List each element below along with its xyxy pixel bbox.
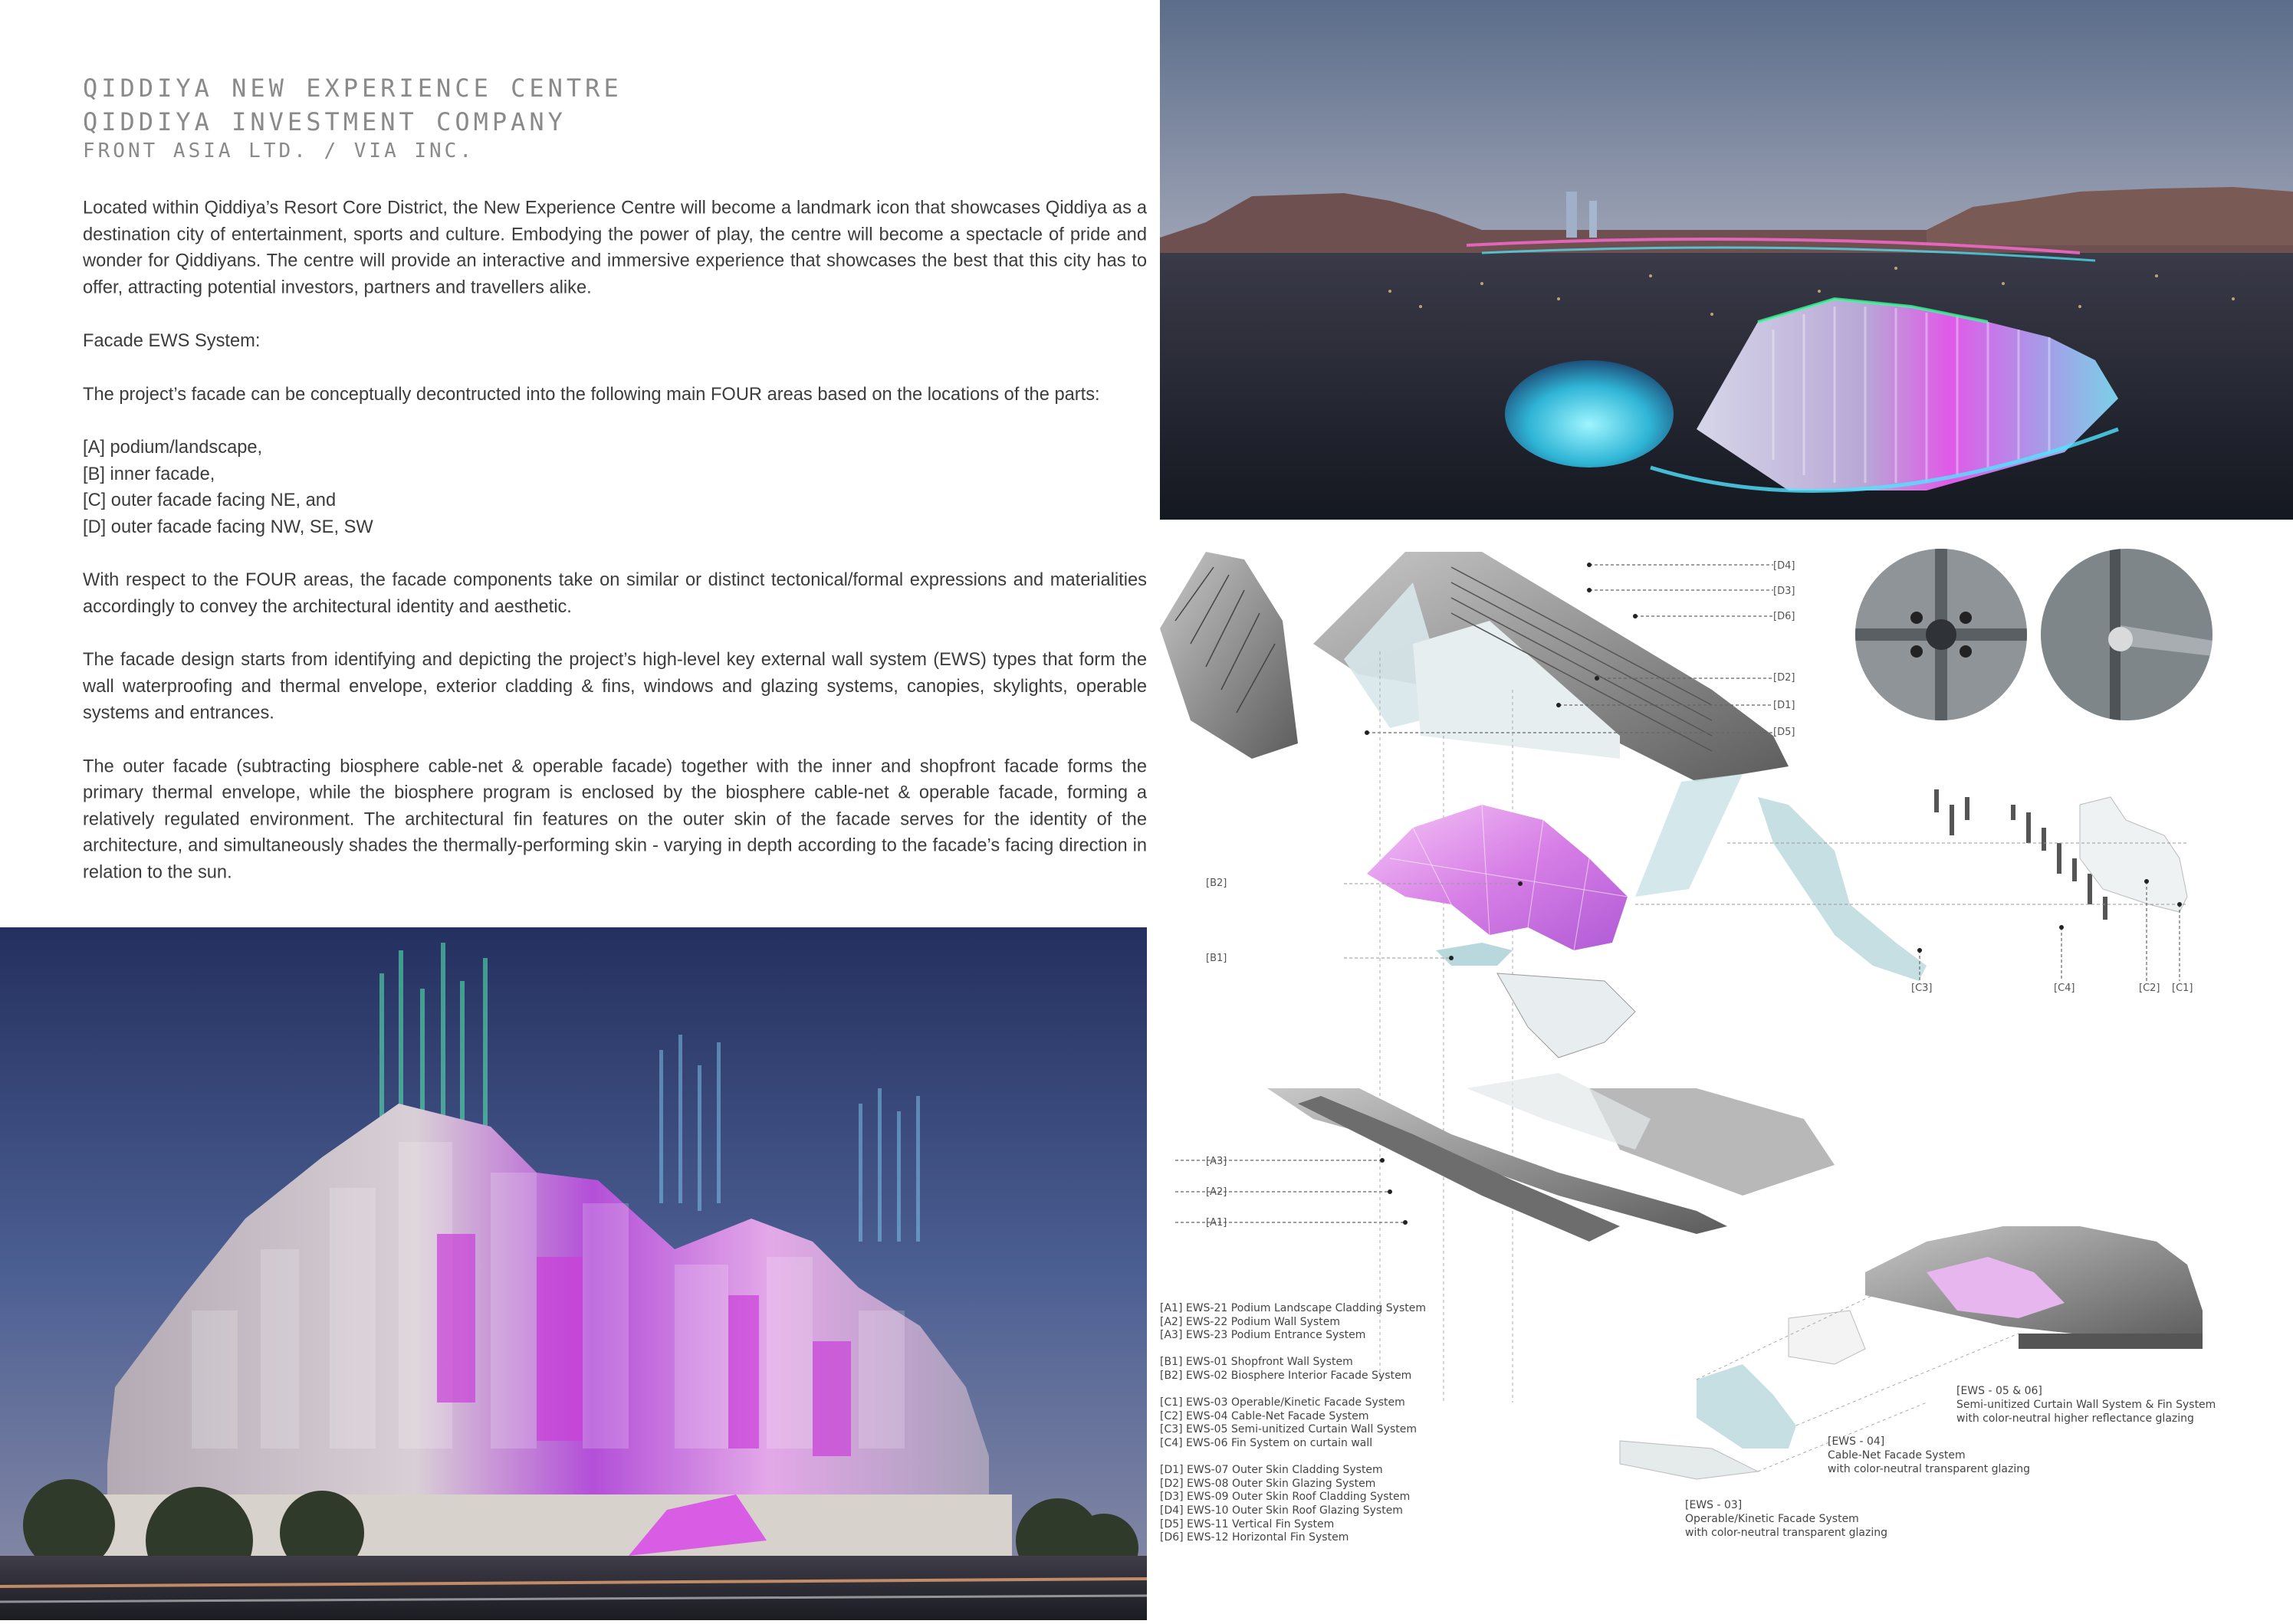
callout-ews-03 — [1685, 1498, 1887, 1540]
label-d6: [D6] — [1773, 611, 1795, 622]
spider-fitting-detail-image — [1855, 549, 2027, 720]
outer-skin-roof-block — [1313, 552, 1789, 782]
label-a2: [A2] — [1206, 1186, 1227, 1198]
callout-ews-04-line1: Cable-Net Facade System — [1828, 1449, 1966, 1462]
legend-b2: [B2] EWS-02 Biosphere Interior Facade System — [1160, 1369, 1412, 1382]
area-c: [C] outer facade facing NE, and — [83, 490, 337, 510]
legend-d2: [D2] EWS-08 Outer Skin Glazing System — [1160, 1477, 1376, 1490]
four-areas-paragraph: With respect to the FOUR areas, the facade components take on similar or distinct tectonical/formal expressions and materialities accordingly to convey the architectural identity and aesthetic. — [83, 569, 1147, 617]
legend-d1: [D1] EWS-07 Outer Skin Cladding System — [1160, 1464, 1383, 1477]
intro-paragraph: Located within Qiddiya’s Resort Core District, the New Experience Centre will become a landmark icon that showcases Qiddiya as a destination city of entertainment, sports and culture. Embodying the power of play, the centre will become a spectacle of pride and wonder for Qiddiyans. The centre will provide an interactive and immersive experience that showcases the best that this city has to offer, attracting potential investors, partners and travellers alike. — [83, 197, 1147, 297]
callout-ews-04-title: [EWS - 04] — [1828, 1435, 1885, 1448]
label-a1: [A1] — [1206, 1217, 1227, 1229]
area-d: [D] outer facade facing NW, SE, SW — [83, 516, 373, 537]
label-a3: [A3] — [1206, 1156, 1227, 1167]
label-b1: [B1] — [1206, 953, 1227, 964]
street-render-image — [0, 927, 1147, 1620]
callout-ews-05-06-line1: Semi-unitized Curtain Wall System & Fin System — [1956, 1399, 2216, 1411]
outer-skin-block-small — [1160, 552, 1298, 759]
callout-ews-04 — [1828, 1435, 2030, 1476]
outer-facade-paragraph: The outer facade (subtracting biosphere cable-net & operable facade) together with the inner and shopfront facade forms the primary thermal envelope, while the biosphere program is enclosed by the biosphere cable-net & operable facade, forming a relatively regulated environment. The architectural fin features on the outer skin of the facade serves for the identity of the architecture, and simultaneously shades the thermally-performing skin - varying in depth according to the facade’s facing direction in relation to the sun. — [83, 756, 1147, 882]
client-name: QIDDIYA INVESTMENT COMPANY — [83, 107, 567, 136]
firm-credits: FRONT ASIA LTD. / VIA INC. — [83, 139, 475, 162]
label-d5: [D5] — [1773, 727, 1795, 738]
body-text — [83, 195, 1147, 885]
callout-ews-04-line2: with color-neutral transparent glazing — [1828, 1463, 2030, 1475]
project-title: QIDDIYA NEW EXPERIENCE CENTRE — [83, 74, 623, 103]
label-c3: [C3] — [1911, 983, 1933, 994]
legend-d6: [D6] EWS-12 Horizontal Fin System — [1160, 1531, 1349, 1544]
callout-ews-05-06 — [1956, 1384, 2216, 1426]
callout-ews-05-06-title: [EWS - 05 & 06] — [1956, 1385, 2042, 1397]
ews-legend — [1160, 1302, 1426, 1545]
legend-d5: [D5] EWS-11 Vertical Fin System — [1160, 1517, 1335, 1530]
callout-ews-03-title: [EWS - 03] — [1685, 1499, 1743, 1511]
legend-a2: [A2] EWS-22 Podium Wall System — [1160, 1315, 1340, 1328]
area-b: [B] inner facade, — [83, 463, 215, 484]
legend-c1: [C1] EWS-03 Operable/Kinetic Facade System — [1160, 1396, 1405, 1409]
callout-ews-03-line2: with color-neutral transparent glazing — [1685, 1527, 1887, 1539]
area-a: [A] podium/landscape, — [83, 437, 263, 458]
label-c4: [C4] — [2054, 983, 2075, 994]
aerial-render-image — [1160, 0, 2293, 520]
callout-ews-03-line1: Operable/Kinetic Facade System — [1685, 1513, 1859, 1525]
legend-c4: [C4] EWS-06 Fin System on curtain wall — [1160, 1436, 1373, 1449]
label-b2: [B2] — [1206, 878, 1227, 889]
legend-c3: [C3] EWS-05 Semi-unitized Curtain Wall System — [1160, 1423, 1417, 1436]
callout-ews-05-06-line2: with color-neutral higher reflectance glazing — [1956, 1412, 2194, 1425]
legend-a1: [A1] EWS-21 Podium Landscape Cladding System — [1160, 1302, 1426, 1314]
label-d2: [D2] — [1773, 672, 1795, 684]
fin-bracket-detail-image — [2041, 549, 2213, 720]
legend-a3: [A3] EWS-23 Podium Entrance System — [1160, 1329, 1366, 1342]
label-c2: [C2] — [2139, 983, 2160, 994]
legend-b1: [B1] EWS-01 Shopfront Wall System — [1160, 1356, 1353, 1369]
label-d4: [D4] — [1773, 560, 1795, 572]
ews-heading: Facade EWS System: — [83, 330, 261, 351]
areas-intro: The project’s facade can be conceptually decontructed into the following main FOUR areas based on the locations of the parts: — [83, 383, 1100, 405]
legend-c2: [C2] EWS-04 Cable-Net Facade System — [1160, 1409, 1369, 1422]
label-d1: [D1] — [1773, 700, 1795, 711]
legend-d4: [D4] EWS-10 Outer Skin Roof Glazing System — [1160, 1504, 1403, 1517]
label-d3: [D3] — [1773, 586, 1795, 597]
areas-list — [83, 434, 1147, 540]
design-paragraph: The facade design starts from identifying and depicting the project’s high-level key external wall system (EWS) types that form the wall waterproofing and thermal envelope, exterior cladding & fins, windows and glazing systems, canopies, skylights, operable systems and entrances. — [83, 649, 1147, 723]
legend-d3: [D3] EWS-09 Outer Skin Roof Cladding System — [1160, 1491, 1411, 1504]
label-c1: [C1] — [2172, 983, 2193, 994]
